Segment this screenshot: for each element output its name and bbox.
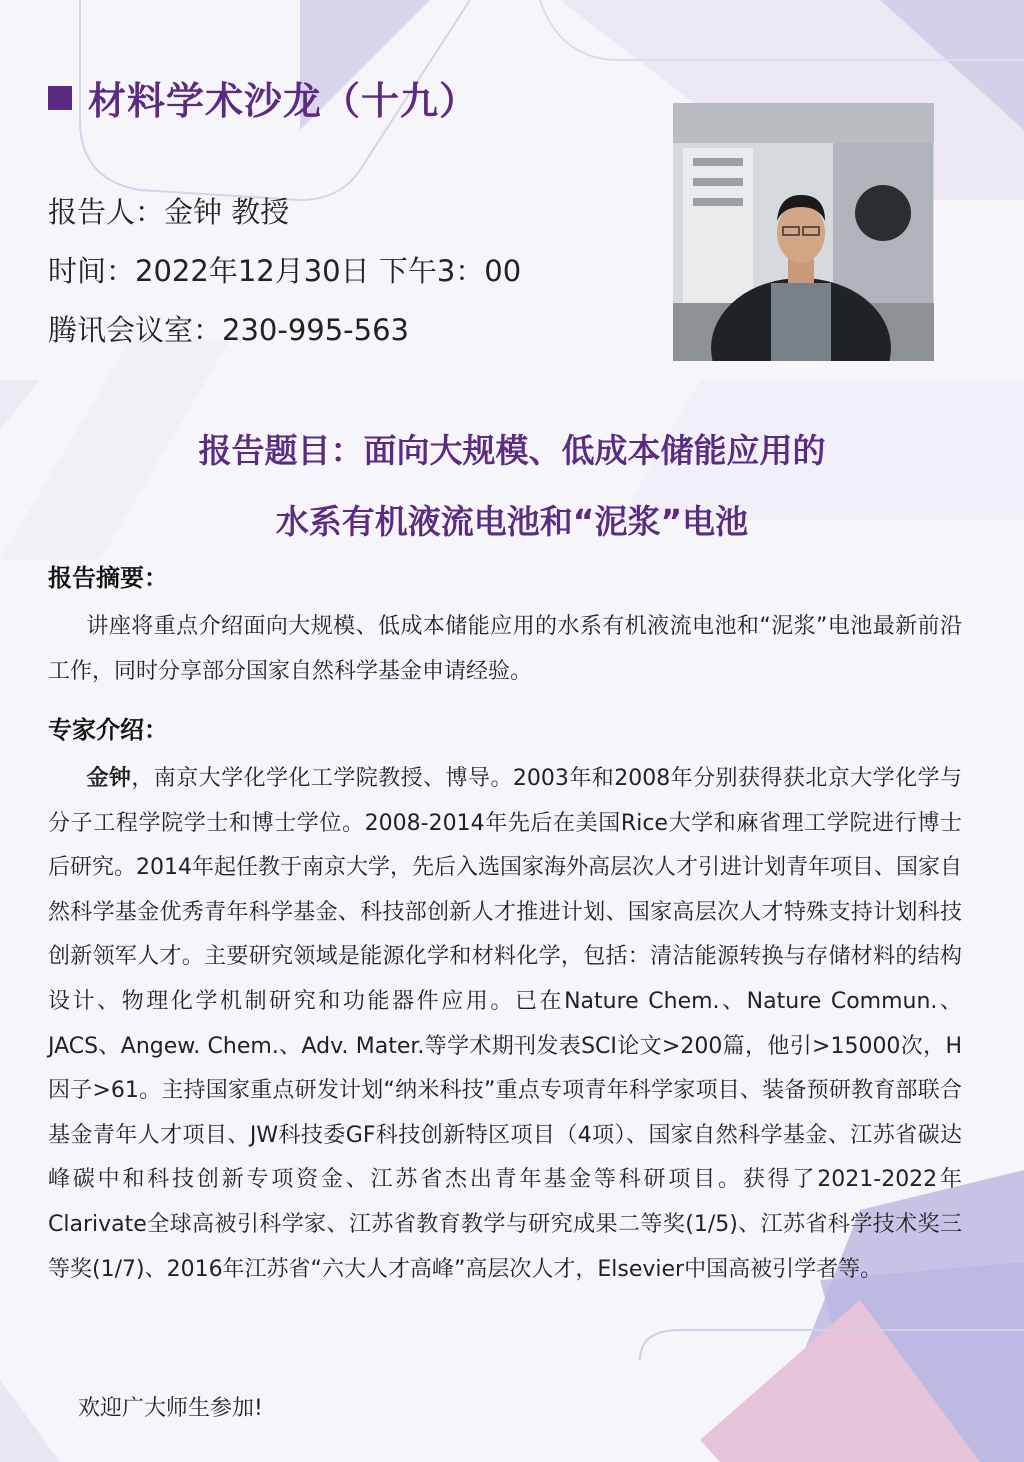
abstract-text: [48, 605, 962, 694]
meeting-room-line: [48, 308, 409, 349]
expert-bio: [48, 757, 962, 1292]
meeting-room-label: 腾讯会议室：: [48, 313, 223, 347]
report-title-line-1: 报告题目：面向大规模、低成本储能应用的: [198, 431, 826, 470]
time-value: 2022年12月30日 下午3：00: [135, 254, 522, 288]
expert-heading: 专家介绍：: [48, 716, 168, 744]
speaker-photo: [673, 103, 934, 361]
time-label: 时间：: [48, 254, 136, 288]
square-bullet-icon: [48, 86, 72, 110]
expert-bio-text: ，南京大学化学化工学院教授、博导。2003年和2008年分别获得获北京大学化学与分子工程学院学士和博士学位。2008-2014年先后在美国Rice大学和麻省理工学院进行博士后研究。2014年起任教于南京大学，先后入选国家海外高层次人才引进计划青年项目、国家自然科学基金优秀青年科学基金、科技部创新人才推进计划、国家高层次人才特殊支持计划科技创新领军人才。主要研究领域是能源化学和材料化学，包括：清洁能源转换与存储材料的结构设计、物理化学机制研究和功能器件应用。已在Nature Chem.、Nature Commun.、JACS、Angew. Chem.、Adv. Mater.等学术期刊发表SCI论文>200篇，他引>15000次，H因子>61。主持国家重点研发计划“纳米科技”重点专项青年科学家项目、装备预研教育部联合基金青年人才项目、JW科技委GF科技创新特区项目（4项）、国家自然科学基金、江苏省碳达峰碳中和科技创新专项资金、江苏省杰出青年基金等科研项目。获得了2021-2022年Clarivate全球高被引科学家、江苏省教育教学与研究成果二等奖(1/5)、江苏省科学技术奖三等奖(1/7)、2016年江苏省“六大人才高峰”高层次人才，Elsevier中国高被引学者等。: [48, 766, 962, 1282]
abstract-heading: 报告摘要：: [48, 564, 168, 592]
welcome-text: 欢迎广大师生参加!: [78, 1396, 263, 1421]
speaker-label: 报告人：: [48, 195, 165, 229]
expert-name: 金钟: [86, 766, 132, 791]
speaker-line: [48, 190, 289, 231]
time-line: [48, 249, 521, 290]
meeting-room-value: 230-995-563: [222, 313, 410, 347]
speaker-value: 金钟 教授: [164, 195, 290, 229]
abstract-body: 讲座将重点介绍面向大规模、低成本储能应用的水系有机液流电池和“泥浆”电池最新前沿工作，同时分享部分国家自然科学基金申请经验。: [48, 614, 962, 684]
header: [48, 70, 478, 125]
page-title: 材料学术沙龙（十九）: [88, 79, 479, 123]
report-title-line-2: 水系有机液流电池和“泥浆”电池: [275, 502, 749, 541]
